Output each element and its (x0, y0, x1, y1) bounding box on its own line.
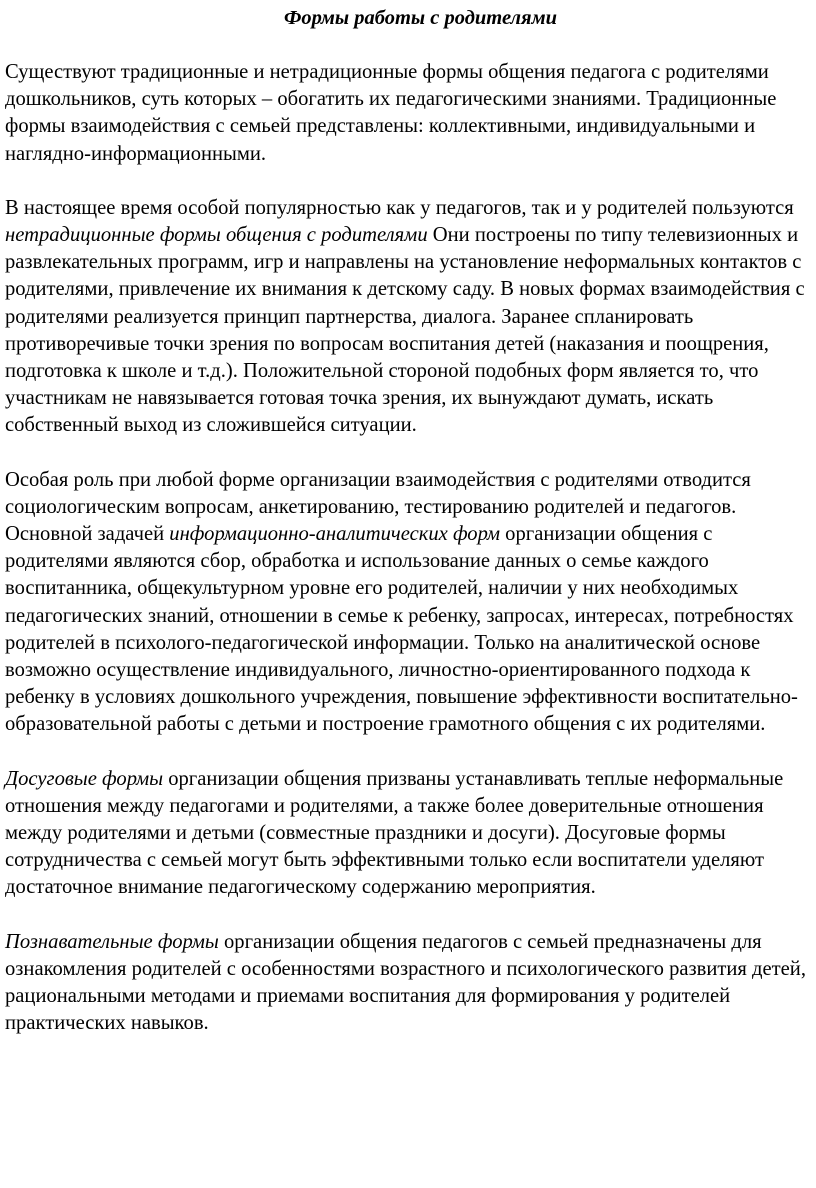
paragraph-nontraditional-forms (5, 195, 812, 440)
paragraph-text: организации общения педагогов с семьей предназначены для ознакомления родителей с особенностями возрастного и психологического развития детей, рациональными методами и приемами воспитания для формирования у родителей практических навыков. (5, 930, 806, 1035)
paragraph-cognitive-forms (5, 929, 812, 1038)
term-nontraditional-forms: нетрадиционные формы общения с родителями (5, 224, 428, 247)
paragraph-text: Они построены по типу телевизионных и развлекательных программ, игр и направлены на установление неформальных контактов с родителями, привлечение их внимания к детскому саду. В новых формах взаимодействия с родителями реализуется принцип партнерства, диалога. Заранее спланировать противоречивые точки зрения по вопросам воспитания детей (наказания и поощрения, подготовка к школе и т.д.). Положительной стороной подобных форм является то, что участникам не навязывается готовая точка зрения, их вынуждают думать, искать собственный выход из сложившейся ситуации. (5, 224, 805, 437)
paragraph-text: В настоящее время особой популярностью как у педагогов, так и у родителей пользуются (5, 196, 794, 219)
document-title: Формы работы с родителями (283, 7, 558, 29)
paragraph-text: организации общения призваны устанавливать теплые неформальные отношения между педагогами и родителями, а также более доверительные отношения между родителями и детьми (совместные праздники и досуги). Досуговые формы сотрудничества с семьей могут быть эффективными только если воспитатели уделяют достаточное внимание педагогическому содержанию мероприятия. (5, 767, 784, 899)
term-cognitive-forms: Познавательные формы (5, 930, 219, 953)
paragraph-text: Существуют традиционные и нетрадиционные формы общения педагога с родителями дошкольников, суть которых – обогатить их педагогическими знаниями. Традиционные формы взаимодействия с семьей представлены: коллективными, индивидуальными и наглядно-информационными. (5, 61, 777, 165)
paragraph-text: Особая роль при любой форме организации взаимодействия с родителями отводится социологическим вопросам, анкетированию, тестированию родителей и педагогов. Основной задачей (5, 468, 751, 546)
paragraph-information-analytical-forms (5, 467, 812, 739)
term-information-analytical-forms: информационно-аналитических форм (169, 523, 500, 546)
paragraph-traditional-forms (5, 59, 812, 168)
term-leisure-forms: Досуговые формы (5, 767, 164, 790)
paragraph-text: организации общения с родителями являются сбор, обработка и использование данных о семье каждого воспитанника, общекультурном уровне его родителей, наличии у них необходимых педагогических знаний, отношении в семье к ребенку, запросах, интересах, потребностях родителей в психолого-педагогической информации. Только на аналитической основе возможно осуществление индивидуального, личностно-ориентированного подхода к ребенку в условиях дошкольного учреждения, повышение эффективности воспитательно-образовательной работы с детьми и построение грамотного общения с их родителями. (5, 523, 798, 736)
paragraph-leisure-forms (5, 766, 812, 902)
